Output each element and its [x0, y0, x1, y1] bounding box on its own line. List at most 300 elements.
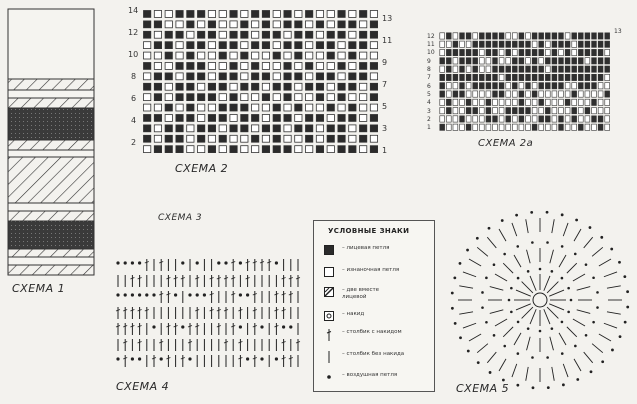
chain-stitch [181, 261, 184, 264]
knit-cell [284, 83, 291, 90]
legend-text: – столбик с накидом [342, 329, 402, 335]
knit-cell [338, 125, 345, 132]
knit-cell [552, 58, 557, 64]
knit-cell [479, 33, 484, 39]
knit-cell [360, 11, 367, 18]
double-crochet-mark [490, 310, 504, 314]
double-crochet-icon [324, 329, 336, 341]
knit-cell [545, 74, 550, 80]
knit-cell [506, 99, 511, 105]
knit-cell [219, 73, 226, 80]
knit-cell [572, 66, 577, 72]
chain-stitch [561, 277, 564, 280]
knit-cell [559, 108, 564, 114]
knit-cell [526, 58, 531, 64]
knit-cell [592, 49, 597, 55]
double-crochet-mark [487, 352, 496, 363]
row-number: 3 [382, 124, 388, 133]
chain-stitch [585, 334, 588, 337]
knit-cell [208, 11, 215, 18]
knit-cell [349, 52, 356, 59]
chain-stitch [453, 276, 456, 279]
knit-cell [605, 33, 610, 39]
chain-stitch [152, 293, 155, 296]
chain-stitch [510, 311, 513, 314]
knit-cell [519, 91, 524, 97]
row-number: 7 [427, 74, 431, 81]
knit-cell [198, 94, 205, 101]
knit-cell [559, 33, 564, 39]
knit-cell [154, 83, 161, 90]
chain-stitch [539, 330, 542, 333]
knit-cell [446, 49, 451, 55]
chain-stitch [239, 325, 242, 328]
row-number: 12 [128, 28, 139, 37]
knit-cell [598, 91, 603, 97]
yarn-over-icon [324, 311, 336, 320]
knit-cell [466, 33, 471, 39]
knit-cell [598, 58, 603, 64]
knit-cell [440, 49, 445, 55]
knit-cell [466, 91, 471, 97]
knit-cell [506, 66, 511, 72]
knit-cell [545, 108, 550, 114]
chain-stitch [489, 371, 492, 374]
knit-cell [230, 63, 237, 70]
chain-stitch [466, 249, 469, 252]
knit-cell [360, 115, 367, 122]
knit-cell [241, 63, 248, 70]
knit-cell [284, 11, 291, 18]
legend-item-chain [324, 372, 397, 381]
knit-cell [295, 125, 302, 132]
chain-stitch [174, 293, 177, 296]
knit-cell [187, 104, 194, 111]
knit-cell [559, 99, 564, 105]
knit-cell [165, 52, 172, 59]
chain-stitch [546, 356, 549, 359]
chain-stitch-icon [324, 372, 336, 381]
knit-cell [360, 135, 367, 142]
knit-cell [144, 11, 151, 18]
chain-stitch [589, 226, 592, 229]
knit-cell [446, 66, 451, 72]
knit-cell [176, 21, 183, 28]
knit-cell [493, 124, 498, 130]
knit-cell [306, 135, 313, 142]
chain-stitch [508, 299, 511, 302]
knit-cell [144, 146, 151, 153]
knit-cell [316, 52, 323, 59]
knit-cell [252, 42, 259, 49]
chain-stitch [610, 248, 613, 251]
knit-cell [295, 11, 302, 18]
scheme2-row-numbers-right [382, 14, 396, 164]
knit-cell [327, 21, 334, 28]
knit-cell [262, 104, 269, 111]
knit-cell [295, 42, 302, 49]
chain-stitch [203, 293, 206, 296]
double-crochet-mark [527, 337, 531, 351]
double-crochet-mark [599, 259, 611, 266]
knit-cell [578, 116, 583, 122]
knit-cell [493, 41, 498, 47]
row-number: 5 [382, 102, 388, 111]
double-crochet-mark [563, 364, 568, 377]
knit-cell [165, 31, 172, 38]
double-crochet-mark [573, 319, 585, 326]
knit-cell [552, 33, 557, 39]
knit-cell [460, 41, 465, 47]
knit-cell [360, 146, 367, 153]
knit-cell [316, 115, 323, 122]
knit-cell [316, 104, 323, 111]
knit-cell [605, 58, 610, 64]
knit-cell [532, 116, 537, 122]
knit-cell [252, 94, 259, 101]
chain-stitch [124, 293, 127, 296]
chain-stitch [517, 352, 520, 355]
knit-cell [370, 31, 377, 38]
knit-cell [479, 116, 484, 122]
knit-cell [486, 83, 491, 89]
knit-cell [585, 74, 590, 80]
double-crochet-mark [563, 223, 568, 236]
knit-cell [453, 116, 458, 122]
knit-cell [295, 146, 302, 153]
double-crochet-mark [503, 327, 513, 337]
knit-cell [453, 66, 458, 72]
knit-cell [241, 73, 248, 80]
knit-cell [493, 74, 498, 80]
chain-stitch [623, 275, 626, 278]
row-number: 1 [427, 124, 431, 131]
knit-cell [198, 135, 205, 142]
chain-stitch [510, 287, 513, 290]
double-crochet-mark [516, 304, 531, 310]
double-crochet-mark [527, 250, 531, 264]
knit-cell [154, 104, 161, 111]
knit-cell [262, 115, 269, 122]
knit-cell [370, 42, 377, 49]
double-crochet-mark [607, 312, 621, 314]
knit-cell [262, 73, 269, 80]
double-crochet-mark [477, 344, 488, 353]
chain-stitch [467, 350, 470, 353]
knit-cell [545, 58, 550, 64]
knit-cell [252, 52, 259, 59]
knit-cell [252, 73, 259, 80]
knit-cell [338, 83, 345, 90]
knit-cell [338, 11, 345, 18]
knit-cell [370, 83, 377, 90]
knit-cell [499, 66, 504, 72]
knit-cell [552, 83, 557, 89]
chain-stitch [516, 384, 519, 387]
knit-cell [306, 146, 313, 153]
scheme4-caption: СХЕМА 4 [116, 380, 170, 393]
knit-cell [252, 11, 259, 18]
double-crochet-mark [495, 274, 507, 281]
double-crochet-mark [530, 309, 536, 324]
chain-stitch [592, 321, 595, 324]
knit-cell [486, 99, 491, 105]
chain-stitch [562, 383, 565, 386]
scheme5-caption: СХЕМА 5 [456, 382, 510, 395]
knit-cell [230, 31, 237, 38]
knit-cell [370, 135, 377, 142]
knit-cell [295, 31, 302, 38]
knit-cell [165, 83, 172, 90]
double-crochet-mark [490, 287, 504, 291]
knit-cell [219, 94, 226, 101]
knit-cell [578, 108, 583, 114]
knit-cell [349, 63, 356, 70]
single-crochet-icon [324, 351, 336, 363]
chain-stitch [138, 261, 141, 264]
knit-cell [512, 116, 517, 122]
knit-cell [198, 31, 205, 38]
double-crochet-mark [522, 282, 533, 293]
knit-cell [539, 91, 544, 97]
knit-cell [545, 116, 550, 122]
knit-cell [565, 58, 570, 64]
knit-cell [273, 135, 280, 142]
knit-cell [198, 83, 205, 90]
chain-stitch [116, 261, 119, 264]
scheme2-row-numbers-left [128, 6, 140, 156]
knit-cell [453, 74, 458, 80]
double-crochet-mark [522, 307, 533, 318]
legend-item-knit [324, 245, 389, 254]
knit-cell [512, 108, 517, 114]
chain-stitch [546, 241, 549, 244]
double-crochet-mark [526, 219, 528, 233]
knit-cell [532, 83, 537, 89]
knit-cell [273, 146, 280, 153]
knit-cell [284, 125, 291, 132]
knit-cell [545, 49, 550, 55]
chain-stitch [531, 356, 534, 359]
knit-cell [572, 49, 577, 55]
chain-stitch [188, 293, 191, 296]
knit-cell [252, 135, 259, 142]
knit-cell [187, 11, 194, 18]
double-crochet-mark [514, 333, 521, 345]
row-number: 4 [427, 99, 431, 106]
knit-cell [539, 58, 544, 64]
knit-cell [453, 99, 458, 105]
knit-cell [208, 42, 215, 49]
scheme2a-knit-grid [439, 32, 611, 132]
knit-cell [605, 74, 610, 80]
knit-cell [144, 135, 151, 142]
knit-cell [273, 83, 280, 90]
scheme2-caption: СХЕМА 2 [175, 162, 229, 175]
knit-cell [506, 33, 511, 39]
knit-cell [198, 42, 205, 49]
knit-cell [559, 74, 564, 80]
row-number: 12 [427, 33, 435, 40]
double-crochet-mark [559, 255, 566, 267]
double-crochet-mark [604, 272, 617, 277]
chain-stitch [138, 357, 141, 360]
knit-cell [585, 99, 590, 105]
knit-cell [230, 73, 237, 80]
double-crochet-mark [512, 223, 517, 236]
chain-stitch [481, 306, 484, 309]
knit-cell [295, 21, 302, 28]
knit-cell [338, 73, 345, 80]
scheme1-caption: СХЕМА 1 [12, 282, 66, 295]
chain-stitch [481, 291, 484, 294]
knit-cell [519, 124, 524, 130]
knit-cell [176, 115, 183, 122]
chain-stitch [626, 290, 629, 293]
knit-cell [440, 99, 445, 105]
knit-cell [284, 146, 291, 153]
knit-cell [559, 91, 564, 97]
knit-cell [453, 33, 458, 39]
knit-cell [440, 91, 445, 97]
knit-cell [453, 41, 458, 47]
knit-cell [198, 63, 205, 70]
knit-cell [241, 115, 248, 122]
chain-stitch [624, 321, 627, 324]
knit-cell [316, 11, 323, 18]
scheme4-crochet-chart [112, 255, 310, 375]
knit-cell [338, 104, 345, 111]
knit-cell [187, 135, 194, 142]
knit-cell [198, 21, 205, 28]
knit-cell [446, 116, 451, 122]
chain-stitch [592, 276, 595, 279]
knit-cell [187, 94, 194, 101]
knit-cell [273, 11, 280, 18]
knit-cell [284, 94, 291, 101]
knit-cell [338, 21, 345, 28]
chain-stitch [275, 261, 278, 264]
knit-cell [165, 73, 172, 80]
knit-cell [165, 63, 172, 70]
chain-stitch [196, 293, 199, 296]
knit-cell [360, 31, 367, 38]
knit-cell [605, 108, 610, 114]
chain-stitch [527, 270, 530, 273]
chain-stitch [619, 335, 622, 338]
knit-cell [327, 94, 334, 101]
knit-cell [327, 104, 334, 111]
knit-cell [327, 42, 334, 49]
knit-cell [526, 91, 531, 97]
knit-cell [512, 124, 517, 130]
knit-cell [486, 124, 491, 130]
chain-stitch [116, 293, 119, 296]
knit-cell [605, 66, 610, 72]
knit-cell [592, 41, 597, 47]
knit-cell [273, 42, 280, 49]
knit-cell [262, 63, 269, 70]
knit-cell [572, 83, 577, 89]
knit-cell [360, 94, 367, 101]
knit-cell [453, 49, 458, 55]
double-crochet-mark [577, 310, 591, 314]
knit-cell [552, 108, 557, 114]
chain-stitch [224, 261, 227, 264]
row-number: 5 [427, 91, 431, 98]
knit-cell [284, 115, 291, 122]
knit-cell [559, 83, 564, 89]
knit-cell [187, 73, 194, 80]
knit-cell [273, 21, 280, 28]
chain-stitch [451, 307, 454, 310]
knit-cell [565, 91, 570, 97]
knit-cell [486, 74, 491, 80]
knit-cell [473, 91, 478, 97]
knit-cell [440, 124, 445, 130]
knit-cell [552, 49, 557, 55]
knit-cell [506, 41, 511, 47]
row-number: 14 [128, 6, 139, 15]
double-crochet-mark [577, 287, 591, 291]
chain-stitch [561, 213, 564, 216]
knit-cell [144, 42, 151, 49]
knit-cell [506, 74, 511, 80]
knit-cell [273, 52, 280, 59]
knit-cell [532, 49, 537, 55]
knit-cell [273, 125, 280, 132]
knit-cell [552, 74, 557, 80]
knit-cell [154, 115, 161, 122]
knit-cell [572, 91, 577, 97]
knit-cell [327, 115, 334, 122]
knit-cell [327, 73, 334, 80]
knit-cell [198, 115, 205, 122]
knit-cell [198, 104, 205, 111]
row-number: 3 [427, 108, 431, 115]
double-crochet-mark [469, 259, 481, 266]
knit-cell [230, 146, 237, 153]
knit-cell [262, 83, 269, 90]
knit-cell [473, 116, 478, 122]
knit-cell [466, 124, 471, 130]
knit-cell [460, 124, 465, 130]
knit-cell [519, 33, 524, 39]
knit-cell [572, 33, 577, 39]
knit-cell [360, 42, 367, 49]
knit-cell [592, 116, 597, 122]
chain-stitch [116, 357, 119, 360]
knit-cell [306, 31, 313, 38]
row-number: 2 [131, 138, 137, 147]
knit-cell [144, 94, 151, 101]
knit-cell [176, 135, 183, 142]
knit-cell [473, 124, 478, 130]
knit-cell [262, 42, 269, 49]
knit-cell [306, 115, 313, 122]
knit-cell [316, 135, 323, 142]
knit-cell [241, 135, 248, 142]
knit-cell [512, 66, 517, 72]
knit-cell [486, 33, 491, 39]
double-crochet-mark [514, 255, 521, 267]
legend-text: – столбик без накида [342, 351, 405, 357]
knit-cell [486, 91, 491, 97]
double-crochet-mark [574, 229, 581, 241]
knit-cell [526, 33, 531, 39]
knit-cell [370, 11, 377, 18]
knit-cell [208, 63, 215, 70]
